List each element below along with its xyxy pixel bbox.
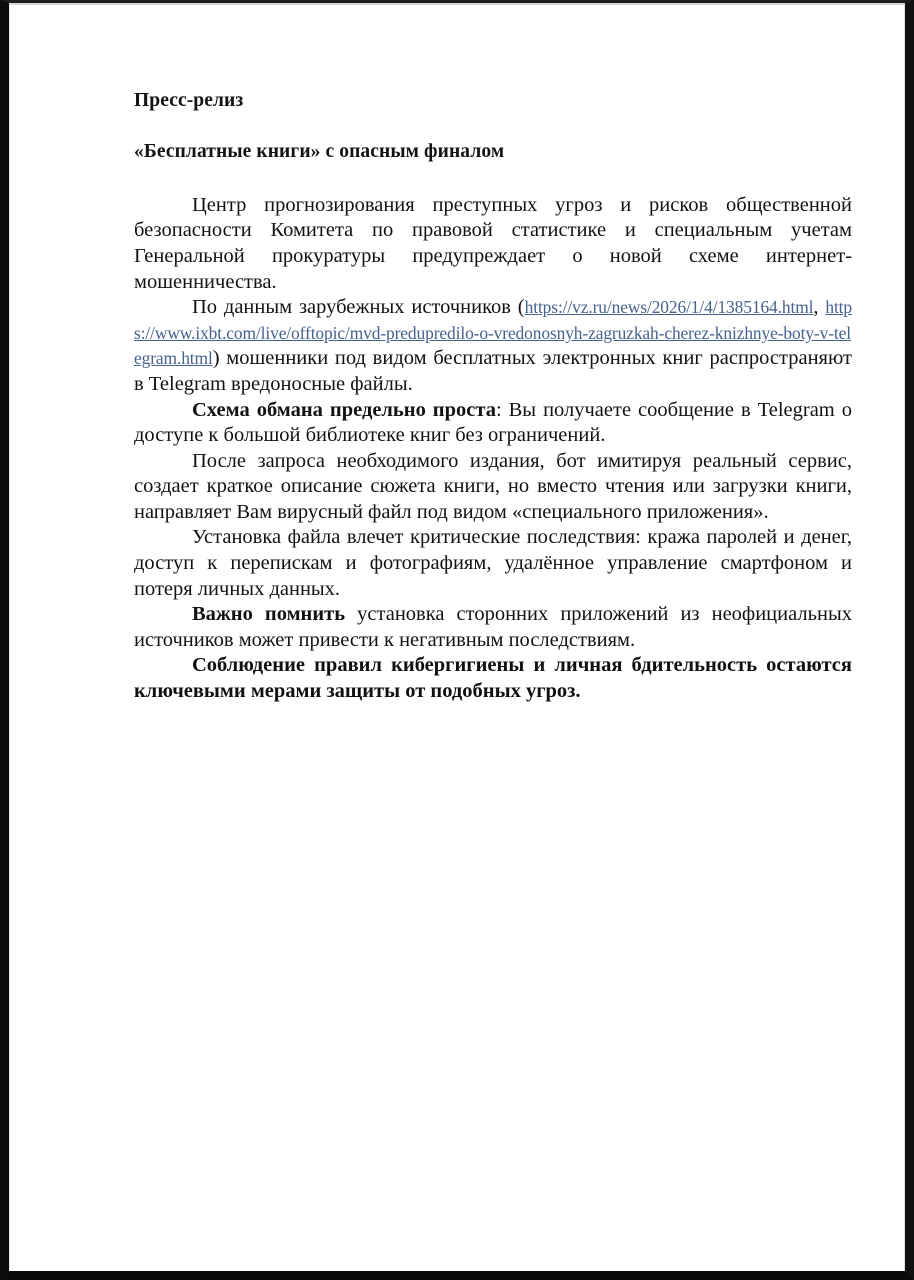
source-link-vz[interactable]: https://vz.ru/news/2026/1/4/1385164.html bbox=[524, 297, 814, 318]
paragraph-consequences bbox=[134, 525, 852, 602]
sources-separator: , bbox=[813, 296, 826, 319]
scheme-rest-text: : Вы получаете сообщение в Telegram о доступе к большой библиотеке книг без ограничений. bbox=[134, 398, 852, 447]
consequences-text: Установка файла влечет критические последствия: кража паролей и денег, доступ к перепискам и фотографиям, удалённое управление смартфоном и потеря личных данных. bbox=[134, 526, 852, 600]
body-paragraphs bbox=[134, 193, 852, 705]
source-link-ixbt[interactable]: https://www.ixbt.com/live/offtopic/mvd-predupredilo-o-vredonosnyh-zagruzkah-cherez-knizhnye-boty-v-telegram.html bbox=[134, 297, 852, 369]
scheme-bold-lead: Схема обмана предельно проста bbox=[192, 398, 496, 421]
warning-bold-lead: Важно помнить bbox=[192, 603, 346, 626]
page-title: Пресс-релиз bbox=[134, 90, 244, 111]
paragraph-conclusion bbox=[134, 653, 852, 704]
document-subtitle: «Бесплатные книги» с опасным финалом bbox=[134, 141, 505, 163]
conclusion-text: Соблюдение правил кибергигиены и личная бдительность остаются ключевыми мерами защиты от подобных угроз. bbox=[134, 654, 852, 703]
sources-lead-text: По данным зарубежных источников ( bbox=[192, 296, 525, 319]
paragraph-intro-text: Центр прогнозирования преступных угроз и рисков общественной безопасности Комитета по правовой статистике и специальным учетам Генеральной прокуратуры предупреждает о новой схеме интернет-мошенничества. bbox=[134, 193, 852, 293]
paragraph-bot-behavior bbox=[134, 449, 852, 526]
document-body bbox=[134, 89, 852, 705]
document-page bbox=[9, 3, 905, 1271]
sources-tail-text: ) мошенники под видом бесплатных электронных книг распространяют в Telegram вредоносные файлы. bbox=[134, 347, 852, 395]
paragraph-scheme bbox=[134, 398, 852, 449]
paragraph-sources bbox=[134, 295, 852, 397]
bot-behavior-text: После запроса необходимого издания, бот имитируя реальный сервис, создает краткое описание сюжета книги, но вместо чтения или загрузки книги, направляет Вам вирусный файл под видом «специального приложения». bbox=[134, 449, 852, 523]
warning-rest-text: установка сторонних приложений из неофициальных источников может привести к негативным последствиям. bbox=[134, 603, 852, 651]
paragraph-intro bbox=[134, 193, 852, 295]
paragraph-warning bbox=[134, 602, 852, 653]
